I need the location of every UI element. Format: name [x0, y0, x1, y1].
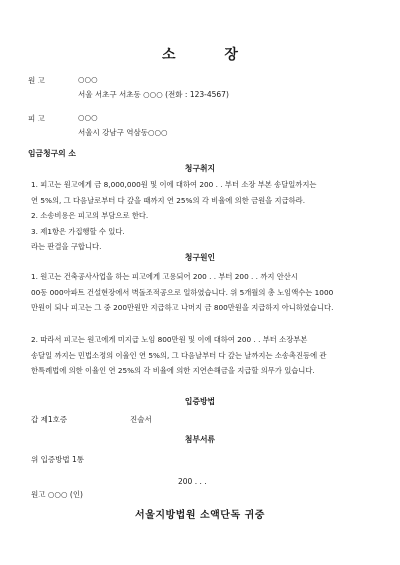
- court-addressee: 서울지방법원 소액단독 귀중: [135, 510, 265, 521]
- claim-cause-heading: 청구원인: [184, 253, 216, 262]
- evidence-item-label: 갑 제1호증: [31, 415, 68, 424]
- plaintiff-label: 원 고: [28, 76, 45, 85]
- defendant-name: ○○○: [78, 113, 98, 122]
- signer-line: 원고 ○○○ (인): [31, 490, 83, 499]
- claim-cause-paragraph-2: [31, 332, 371, 379]
- attachments-item: 위 입증방법 1통: [31, 455, 85, 464]
- attachments-heading: 첨부서류: [184, 435, 216, 444]
- claim-purpose-items: [31, 177, 371, 255]
- defendant-label: 피 고: [28, 114, 45, 123]
- claim-cause-line: 1. 원고는 건축공사사업을 하는 피고에게 고용되어 200 . . 부터 200 . . 까지 안산시: [31, 272, 298, 281]
- document-title: 소 장: [162, 47, 260, 63]
- claim-purpose-item: 1. 피고는 원고에게 금 8,000,000원 및 이에 대하여 200 . . 부터 소장 부본 송달일까지는: [31, 180, 317, 189]
- plaintiff-address: 서울 서초구 서초동 ○○○ (전화 : 123-4567): [78, 90, 229, 99]
- evidence-heading: 입증방법: [184, 397, 216, 406]
- claim-cause-line: 2. 따라서 피고는 원고에게 미지급 노임 800만원 및 이에 대하여 200 . . 부터 소장부본: [31, 335, 308, 344]
- claim-cause-line: 00동 000아파트 건설현장에서 벽돌조적공으로 일하였습니다. 위 5개월의 총 노임액수는 1000: [31, 287, 334, 297]
- date-line: 200 . . .: [178, 477, 207, 486]
- claim-cause-line: 만원이 되나 피고는 그 중 200만원만 지급하고 나머지 금 800만원을 지급하지 아니하였습니다.: [31, 303, 334, 312]
- evidence-item-value: 진술서: [130, 415, 152, 424]
- claim-cause-line: 송달일 까지는 민법소정의 이율인 연 5%의, 그 다음날부터 다 갚는 날까지는 소송촉진등에 관: [31, 350, 327, 360]
- claim-purpose-item: 연 5%의, 그 다음날로부터 다 갚을 때까지 연 25%의 각 비율에 의한 금원을 지급하라.: [31, 195, 306, 205]
- claim-cause-line: 한특례법에 의한 이율인 연 25%의 각 비율에 의한 지연손해금을 지급할 의무가 있습니다.: [31, 366, 315, 375]
- case-title: 임금청구의 소: [28, 149, 76, 158]
- defendant-address: 서울시 강남구 역삼동○○○: [78, 128, 168, 137]
- plaintiff-name: ○○○: [78, 75, 98, 84]
- claim-purpose-heading: 청구취지: [184, 164, 216, 173]
- claim-purpose-item: 라는 판결을 구합니다.: [31, 242, 102, 251]
- claim-purpose-item: 2. 소송비용은 피고의 부담으로 한다.: [31, 211, 149, 220]
- claim-purpose-item: 3. 제1항은 가집행할 수 있다.: [31, 226, 125, 236]
- claim-cause-paragraph-1: [31, 269, 371, 316]
